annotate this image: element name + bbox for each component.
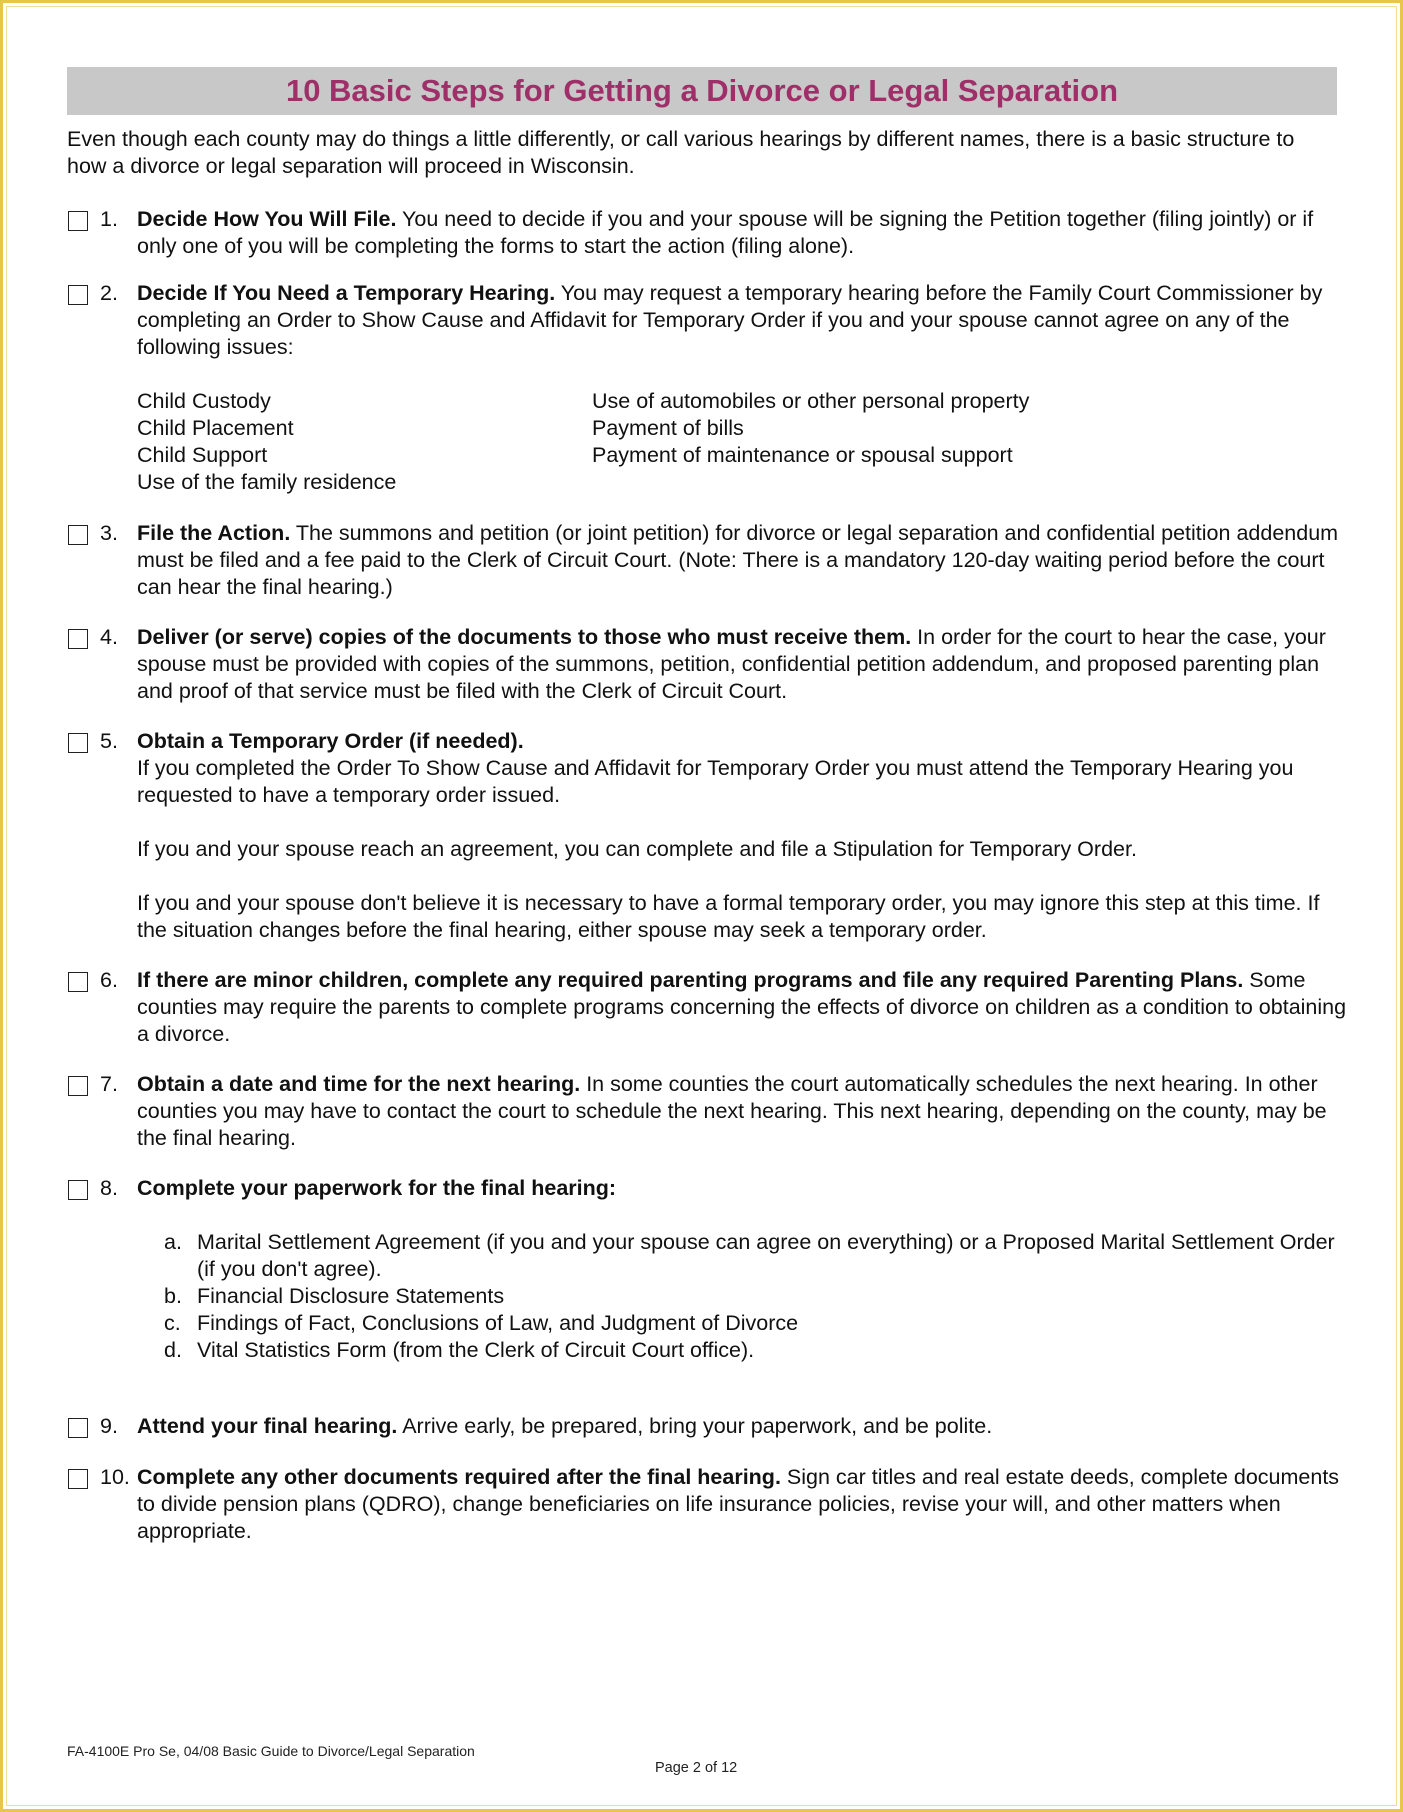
- document-page: [67, 67, 1347, 1545]
- step-number: 1.: [100, 207, 118, 231]
- step-number: 7.: [100, 1072, 118, 1096]
- step-body: [137, 206, 1347, 260]
- step-4: [67, 624, 1337, 705]
- step-number: 10.: [100, 1465, 130, 1489]
- step-paragraph: If you and your spouse reach an agreement, you can complete and file a Stipulation for Temporary Order.: [137, 837, 1137, 861]
- step-body: [137, 728, 1347, 944]
- issues-column-right: [592, 388, 1347, 496]
- step-title: File the Action.: [137, 521, 291, 545]
- step-5: [67, 728, 1337, 944]
- list-text: Findings of Fact, Conclusions of Law, and Judgment of Divorce: [197, 1311, 799, 1335]
- issues-column-left: [137, 388, 592, 496]
- list-letter: d.: [164, 1338, 182, 1362]
- step-body: [137, 280, 1347, 496]
- step-body: [137, 1071, 1347, 1152]
- step-2-checkbox[interactable]: [68, 285, 88, 305]
- list-text: Vital Statistics Form (from the Clerk of Circuit Court office).: [197, 1338, 755, 1362]
- step-9: [67, 1413, 1337, 1440]
- step-title: Complete any other documents required after the final hearing.: [137, 1465, 781, 1489]
- footer-page-number: Page 2 of 12: [655, 1760, 738, 1776]
- step-9-checkbox[interactable]: [68, 1418, 88, 1438]
- page-title: 10 Basic Steps for Getting a Divorce or Legal Separation: [285, 73, 1119, 108]
- step-paragraph: If you and your spouse don't believe it is necessary to have a formal temporary order, you may ignore this step at this time. If the situation changes before the final hearing, either spouse may seek a temporary order.: [137, 891, 1320, 942]
- list-item: [137, 1310, 1347, 1337]
- list-item: [137, 1337, 1347, 1364]
- step-3-checkbox[interactable]: [68, 525, 88, 545]
- step-3: [67, 520, 1337, 601]
- step-number: 2.: [100, 281, 118, 305]
- step-body: [137, 520, 1347, 601]
- step-title: Decide If You Need a Temporary Hearing.: [137, 281, 556, 305]
- step-text: Some counties may require the parents to complete programs concerning the effects of divorce on children as a condition to obtaining a divorce.: [137, 968, 1347, 1046]
- step-text: In order for the court to hear the case, your spouse must be provided with copies of the summons, petition, confidential petition addendum, and proposed parenting plan and proof of that service must be filed with the Clerk of Circuit Court.: [137, 625, 1326, 703]
- step-body: [137, 624, 1347, 705]
- list-letter: a.: [164, 1230, 182, 1254]
- step-10: [67, 1464, 1340, 1545]
- issue-item: Payment of bills: [592, 416, 744, 440]
- step-number: 5.: [100, 729, 118, 753]
- step-6: [67, 967, 1347, 1048]
- step-title: Complete your paperwork for the final hearing:: [137, 1176, 617, 1200]
- step-number: 9.: [100, 1414, 118, 1438]
- intro-paragraph: Even though each county may do things a little differently, or call various hearings by different names, there is a basic structure to how a divorce or legal separation will proceed in Wisconsin.: [67, 127, 1295, 178]
- issue-item: Payment of maintenance or spousal support: [592, 443, 1013, 467]
- list-text: Marital Settlement Agreement (if you and your spouse can agree on everything) or a Proposed Marital Settlement Order (if you don't agree).: [197, 1230, 1335, 1281]
- step-title: Decide How You Will File.: [137, 207, 397, 231]
- step-body: [137, 1175, 1347, 1364]
- step-8: [67, 1175, 1337, 1364]
- issue-item: Use of the family residence: [137, 470, 397, 494]
- step-text: You may request a temporary hearing before the Family Court Commissioner by completing an Order to Show Cause and Affidavit for Temporary Order if you and your spouse cannot agree on any of the following issues:: [137, 281, 1323, 359]
- step-body: [137, 1464, 1347, 1545]
- issue-item: Use of automobiles or other personal property: [592, 389, 1030, 413]
- step-body: [137, 1413, 1347, 1440]
- step-paragraph: If you completed the Order To Show Cause and Affidavit for Temporary Order you must attend the Temporary Hearing you requested to have a temporary order issued.: [137, 756, 1294, 807]
- step-title: Obtain a Temporary Order (if needed).: [137, 729, 524, 753]
- step-body: [137, 967, 1347, 1048]
- step-10-checkbox[interactable]: [68, 1469, 88, 1489]
- step-1-checkbox[interactable]: [68, 211, 88, 231]
- step-title: Attend your final hearing.: [137, 1414, 398, 1438]
- step-8-checkbox[interactable]: [68, 1180, 88, 1200]
- list-letter: c.: [164, 1311, 181, 1335]
- step-text: The summons and petition (or joint petition) for divorce or legal separation and confidential petition addendum must be filed and a fee paid to the Clerk of Circuit Court. (Note: There is a mandatory 120-day waiting period before the court can hear the final hearing.): [137, 521, 1339, 599]
- step-text: Arrive early, be prepared, bring your paperwork, and be polite.: [397, 1414, 993, 1438]
- step-text: Sign car titles and real estate deeds, complete documents to divide pension plans (QDRO), change beneficiaries on life insurance policies, revise your will, and other matters when appropriate.: [137, 1465, 1340, 1543]
- step-number: 6.: [100, 968, 118, 992]
- step-5-checkbox[interactable]: [68, 733, 88, 753]
- step-4-checkbox[interactable]: [68, 629, 88, 649]
- step-title: If there are minor children, complete any required parenting programs and file any required Parenting Plans.: [137, 968, 1244, 992]
- issues-list: [137, 388, 1347, 496]
- step-1: [67, 206, 1337, 260]
- step-text: You need to decide if you and your spouse will be signing the Petition together (filing jointly) or if only one of you will be completing the forms to start the action (filing alone).: [137, 207, 1314, 258]
- step-7: [67, 1071, 1337, 1152]
- paperwork-list: [137, 1229, 1347, 1364]
- list-text: Financial Disclosure Statements: [197, 1284, 505, 1308]
- step-title: Obtain a date and time for the next hearing.: [137, 1072, 581, 1096]
- step-text: In some counties the court automatically schedules the next hearing. In other counties you may have to contact the court to schedule the next hearing. This next hearing, depending on the county, may be the final hearing.: [137, 1072, 1327, 1150]
- step-number: 8.: [100, 1176, 118, 1200]
- step-7-checkbox[interactable]: [68, 1076, 88, 1096]
- step-2: [67, 280, 1337, 496]
- step-number: 4.: [100, 625, 118, 649]
- list-item: [137, 1229, 1347, 1283]
- step-number: 3.: [100, 521, 118, 545]
- issue-item: Child Placement: [137, 416, 294, 440]
- title-bar: [67, 67, 1337, 115]
- list-letter: b.: [164, 1284, 182, 1308]
- step-6-checkbox[interactable]: [68, 972, 88, 992]
- issue-item: Child Support: [137, 443, 268, 467]
- step-title: Deliver (or serve) copies of the documents to those who must receive them.: [137, 625, 912, 649]
- footer-form-code: FA-4100E Pro Se, 04/08 Basic Guide to Divorce/Legal Separation: [67, 1743, 475, 1759]
- issue-item: Child Custody: [137, 389, 271, 413]
- list-item: [137, 1283, 1347, 1310]
